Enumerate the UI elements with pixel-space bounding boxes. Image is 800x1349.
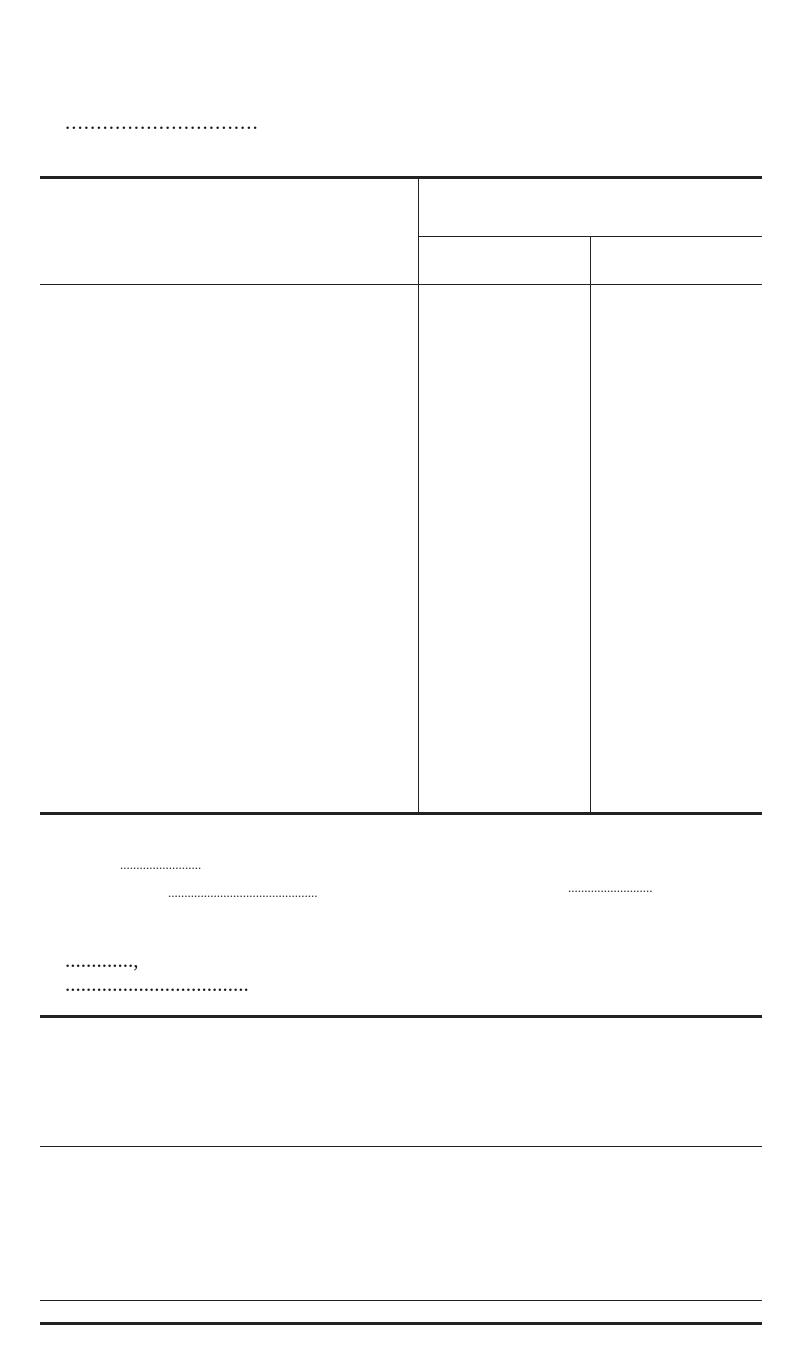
col-by-laymen [157,1020,191,1142]
table-c-bottom-rule [40,812,762,815]
col-primary-vaccinations [694,1020,728,1142]
col-total-vaccinated [197,1020,223,1142]
col-by-surgeon [124,1020,152,1142]
table-c-authority-divider [590,236,591,812]
table-d-total-rule [40,1300,762,1301]
section-d-title-line2: ................................... [65,972,249,996]
col-over-10 [232,1042,272,1142]
signature-dots-c: .......................... [568,880,653,895]
table-d-bottom-rule [40,1322,762,1325]
table-c-top-rule [40,176,762,179]
col-revaccinations [730,1020,760,1142]
year-c: .............................................. [168,885,318,900]
section-d-title-line1: ............., [65,948,139,972]
dated-at-c: ......................... [120,857,202,872]
table-d-header-rule [40,1146,762,1147]
table-c-service-divider [418,179,419,812]
table-c-header-rule [40,284,762,285]
section-c-title-line2: ............................... [65,110,259,134]
col-under-10 [290,1042,330,1142]
table-d-top-rule [40,1015,762,1018]
